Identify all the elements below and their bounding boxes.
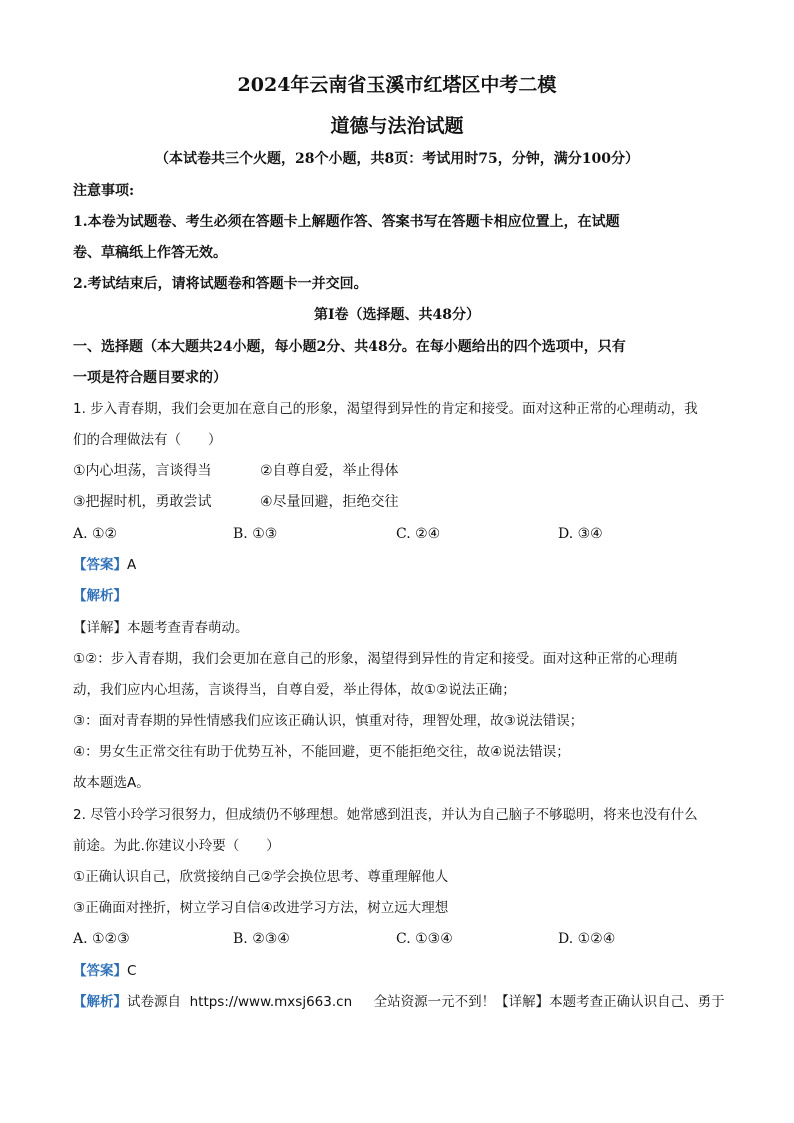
notice-item-1-cont: 卷、草稿纸上作答无效。	[73, 245, 227, 261]
q1-statement-4: ④尽量回避，拒绝交往	[260, 494, 399, 510]
q2-option-c: C. ①③④	[396, 931, 453, 947]
q1-option-a: A. ①②	[73, 526, 118, 542]
q2-option-b: B. ②③④	[233, 931, 290, 947]
detail-tag: 【详解】	[73, 620, 127, 636]
q1-detail	[73, 618, 249, 638]
part-title: 第I卷（选择题、共48分）	[313, 307, 481, 323]
q1-statement-3: ③把握时机，勇敢尝试	[73, 494, 212, 510]
promo-text: 全站资源一元不到！	[373, 994, 496, 1010]
q1-conclusion: 故本题选A。	[73, 775, 150, 791]
q1-option-d: D. ③④	[558, 526, 603, 542]
answer-value: A	[127, 557, 137, 573]
q2-analysis	[73, 992, 725, 1012]
q1-stem-cont: 们的合理做法有（ ）	[73, 432, 222, 448]
q2-option-a: A. ①②③	[73, 931, 130, 947]
q1-statement-2: ②自尊自爱，举止得体	[260, 463, 399, 479]
answer-tag: 【答案】	[73, 557, 127, 573]
q2-stem-cont: 前途。为此.你建议小玲要（ ）	[73, 838, 280, 854]
detail-text: 本题考查青春萌动。	[127, 620, 249, 636]
q1-answer	[73, 555, 136, 575]
q1-option-c: C. ②④	[396, 526, 441, 542]
document-subtitle: 道德与法治试题	[330, 115, 464, 137]
answer-tag: 【答案】	[73, 963, 127, 979]
section-instruction: 一、选择题（本大题共24小题，每小题2分、共48分。在每小题给出的四个选项中，只有	[73, 339, 626, 355]
notice-heading: 注意事项:	[73, 183, 135, 199]
q2-stem: 2. 尽管小玲学习很努力，但成绩仍不够理想。她常感到沮丧，并认为自己脑子不够聪明，将来也没有什么	[73, 807, 698, 823]
q1-explanation-3: ④：男女生正常交往有助于优势互补，不能回避，更不能拒绝交往，故④说法错误；	[73, 744, 570, 760]
source-link[interactable]: https://www.mxsj663.cn	[189, 994, 353, 1010]
analysis-source: 试卷源自	[127, 994, 181, 1010]
exam-info: （本试卷共三个火题，28个小题，共8页：考试用时75，分钟，满分100分）	[155, 151, 639, 167]
q2-statements-2: ③正确面对挫折，树立学习自信④改进学习方法，树立远大理想	[73, 900, 449, 916]
q1-option-b: B. ①③	[233, 526, 278, 542]
q2-option-d: D. ①②④	[558, 931, 616, 947]
q1-explanation-1-cont: 动，我们应内心坦荡，言谈得当，自尊自爱，举止得体，故①②说法正确；	[73, 682, 516, 698]
detail-tag: 【详解】	[495, 994, 550, 1010]
q1-statement-1: ①内心坦荡，言谈得当	[73, 463, 212, 479]
answer-value: C	[127, 963, 137, 979]
analysis-tag: 【解析】	[73, 588, 127, 604]
q1-explanation-2: ③：面对青春期的异性情感我们应该正确认识，慎重对待，理智处理，故③说法错误；	[73, 713, 584, 729]
document-title: 2024年云南省玉溪市红塔区中考二模	[237, 74, 557, 96]
q1-stem: 1. 步入青春期，我们会更加在意自己的形象，渴望得到异性的肯定和接受。面对这种正常的心理萌动，我	[73, 401, 698, 417]
detail-text: 本题考查正确认识自己、勇于	[549, 994, 725, 1010]
q1-explanation-1: ①②：步入青春期，我们会更加在意自己的形象，渴望得到异性的肯定和接受。面对这种正常的心理萌	[73, 651, 678, 667]
section-instruction-cont: 一项是符合题目要求的）	[73, 370, 227, 386]
analysis-tag: 【解析】	[73, 994, 127, 1010]
notice-item-1: 1.本卷为试题卷、考生必须在答题卡上解题作答、答案书写在答题卡相应位置上，在试题	[73, 214, 620, 230]
notice-item-2: 2.考试结束后，请将试题卷和答题卡一并交回。	[73, 276, 368, 292]
q2-statements-1: ①正确认识自己，欣赏接纳自己②学会换位思考、尊重理解他人	[73, 869, 449, 885]
q2-answer	[73, 961, 136, 981]
q1-analysis	[73, 586, 127, 606]
